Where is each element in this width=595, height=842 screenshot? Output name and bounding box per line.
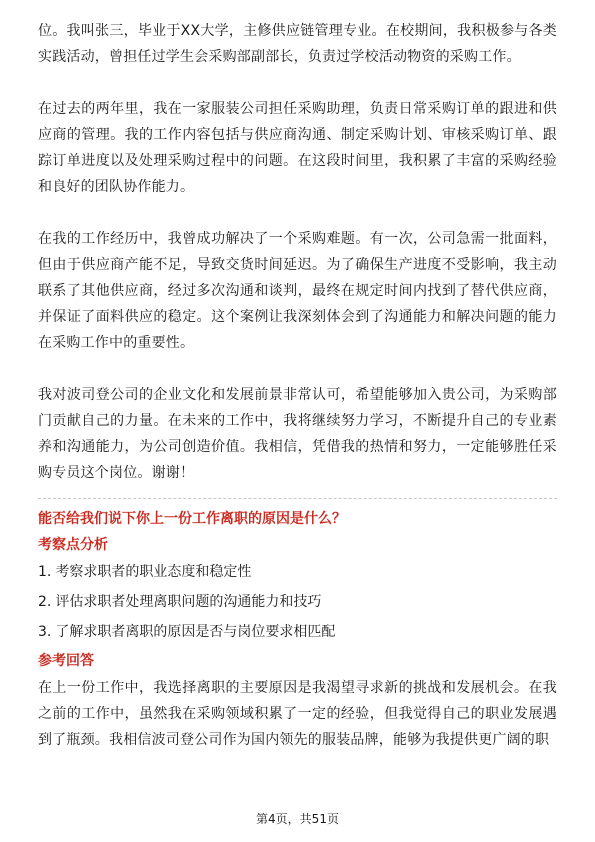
answer-paragraph: 在上一份工作中，我选择离职的主要原因是我渴望寻求新的挑战和发展机会。在我之前的工作中，虽然我在采购领域积累了一定的经验，但我觉得自己的职业发展遇到了瓶颈。我相信波司登公司作为国内领先的服装品牌，能够为我提供更广阔的职 [38, 680, 557, 748]
analysis-point-text: 考察求职者的职业态度和稳定性 [55, 564, 252, 580]
analysis-point-number: 2. [38, 594, 52, 610]
analysis-point-list [38, 559, 557, 645]
analysis-point [38, 559, 557, 585]
analysis-title: 考察点分析 [38, 537, 108, 553]
page-number-footer: 第4页，共51页 [256, 812, 339, 826]
body-paragraph-3: 在我的工作经历中，我曾成功解决了一个采购难题。有一次，公司急需一批面料，但由于供应商产能不足，导致交货时间延迟。为了确保生产进度不受影响，我主动联系了其他供应商，经过多次沟通和谈判，最终在规定时间内找到了替代供应商，并保证了面料供应的稳定。这个案例让我深刻体会到了沟通能力和解决问题的能力在采购工作中的重要性。 [38, 231, 557, 351]
body-paragraph-4: 我对波司登公司的企业文化和发展前景非常认可，希望能够加入贵公司，为采购部门贡献自己的力量。在未来的工作中，我将继续努力学习，不断提升自己的专业素养和沟通能力，为公司创造价值。我相信，凭借我的热情和努力，一定能够胜任采购专员这个岗位。谢谢！ [38, 387, 557, 481]
analysis-point [38, 589, 557, 615]
analysis-point-text: 了解求职者离职的原因是否与岗位要求相匹配 [55, 624, 336, 640]
paragraph-spacer [38, 70, 557, 96]
analysis-point-number: 1. [38, 564, 52, 580]
paragraph-spacer [38, 200, 557, 226]
analysis-point-text: 评估求职者处理离职问题的沟通能力和技巧 [55, 594, 322, 610]
paragraph-spacer [38, 356, 557, 382]
section-divider [38, 498, 557, 499]
body-paragraph-2: 在过去的两年里，我在一家服装公司担任采购助理，负责日常采购订单的跟进和供应商的管理。我的工作内容包括与供应商沟通、制定采购计划、审核采购订单、跟踪订单进度以及处理采购过程中的问题。在这段时间里，我积累了丰富的采购经验和良好的团队协作能力。 [38, 101, 557, 195]
analysis-point [38, 619, 557, 645]
analysis-point-number: 3. [38, 624, 52, 640]
body-paragraph-1: 位。我叫张三，毕业于XX大学，主修供应链管理专业。在校期间，我积极参与各类实践活动，曾担任过学生会采购部副部长，负责过学校活动物资的采购工作。 [38, 23, 557, 65]
interview-question: 能否给我们说下你上一份工作离职的原因是什么？ [38, 511, 346, 527]
answer-title: 参考回答 [38, 653, 94, 669]
